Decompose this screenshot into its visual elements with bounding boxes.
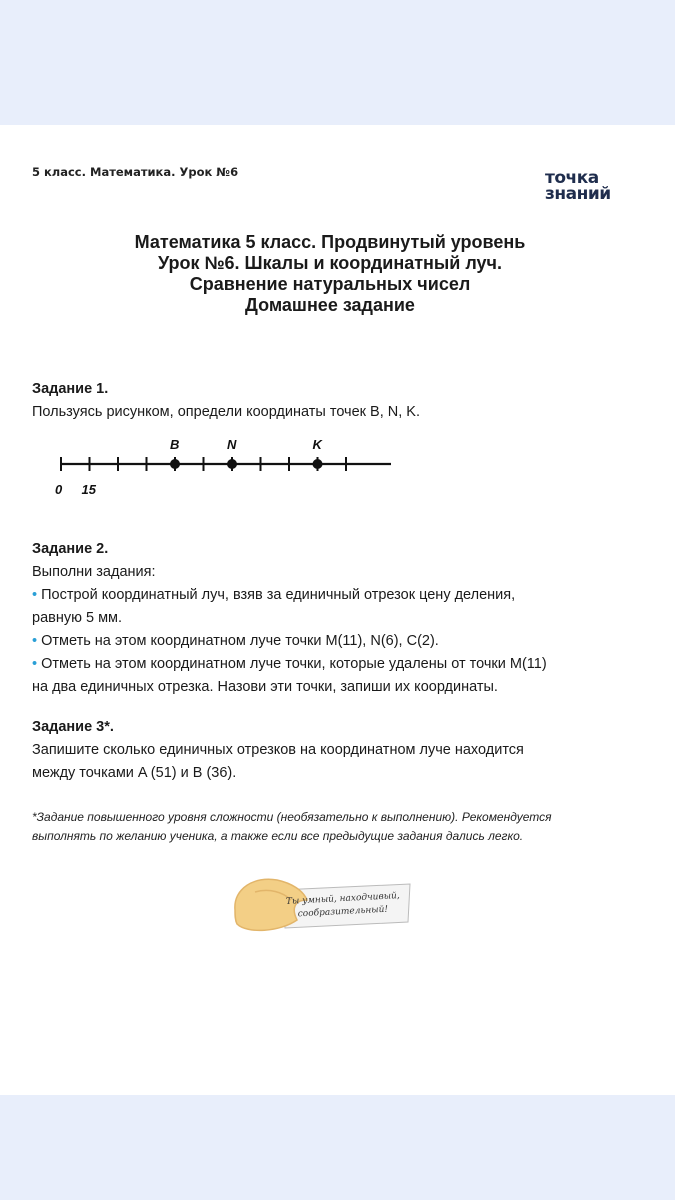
cookie-message-line-2: сообразительный!: [297, 904, 389, 920]
point-k-label: K: [312, 437, 322, 452]
point-b-label: B: [170, 437, 180, 452]
task-2-item-3: • Отметь на этом координатном луче точки, которые удалены от точки M(11): [32, 656, 547, 672]
task-2-item-2: • Отметь на этом координатном луче точки M(11), N(6), C(2).: [32, 633, 439, 649]
task-2-item-1-cont: равную 5 мм.: [32, 610, 123, 626]
number-line-figure: [50, 430, 410, 500]
task-2-item-3-cont: на два единичных отрезка. Назови эти точки, запиши их координаты.: [32, 679, 498, 695]
fortune-cookie-illustration: [225, 870, 425, 940]
task-1: [32, 378, 642, 424]
page-title: [0, 232, 660, 316]
cookie-message-line-1: Ты умный, находчивый,: [285, 891, 400, 907]
footnote: [32, 808, 647, 846]
footnote-line-1: *Задание повышенного уровня сложности (необязательно к выполнению). Рекомендуется: [32, 810, 552, 824]
title-line-1: Математика 5 класс. Продвинутый уровень: [134, 232, 526, 252]
task-1-title: Задание 1.: [32, 381, 109, 397]
document-page: [0, 125, 675, 1095]
title-line-2: Урок №6. Шкалы и координатный луч.: [157, 253, 503, 273]
task-3: [32, 716, 642, 785]
task-1-text: Пользуясь рисунком, определи координаты точек B, N, K.: [32, 404, 421, 420]
title-line-3: Сравнение натуральных чисел: [189, 274, 471, 294]
bullet-icon: •: [32, 587, 38, 603]
bottom-background-band: [0, 1095, 675, 1200]
logo-line-2: знаний: [545, 184, 611, 204]
lesson-label: 5 класс. Математика. Урок №6: [32, 165, 239, 179]
task-2: [32, 538, 642, 699]
title-line-4: Домашнее задание: [245, 295, 415, 315]
task-2-intro: Выполни задания:: [32, 564, 156, 580]
first-tick-label: 15: [81, 482, 96, 497]
point-n-marker: [227, 459, 237, 469]
top-background-band: [0, 0, 675, 125]
task-3-title: Задание 3*.: [32, 719, 114, 735]
task-3-line-2: между точками A (51) и B (36).: [32, 765, 237, 781]
task-2-item-1: • Построй координатный луч, взяв за единичный отрезок цену деления,: [32, 587, 516, 603]
origin-label: 0: [55, 482, 63, 497]
point-n-label: N: [227, 437, 237, 452]
task-2-title: Задание 2.: [32, 541, 109, 557]
point-k-marker: [313, 459, 323, 469]
bullet-icon: •: [32, 633, 38, 649]
bullet-icon: •: [32, 656, 38, 672]
task-3-line-1: Запишите сколько единичных отрезков на координатном луче находится: [32, 742, 524, 758]
tochka-znaniy-logo: [545, 170, 635, 210]
logo-line-1: точка: [545, 168, 599, 188]
footnote-line-2: выполнять по желанию ученика, а также если все предыдущие задания дались легко.: [32, 829, 524, 843]
point-b-marker: [170, 459, 180, 469]
